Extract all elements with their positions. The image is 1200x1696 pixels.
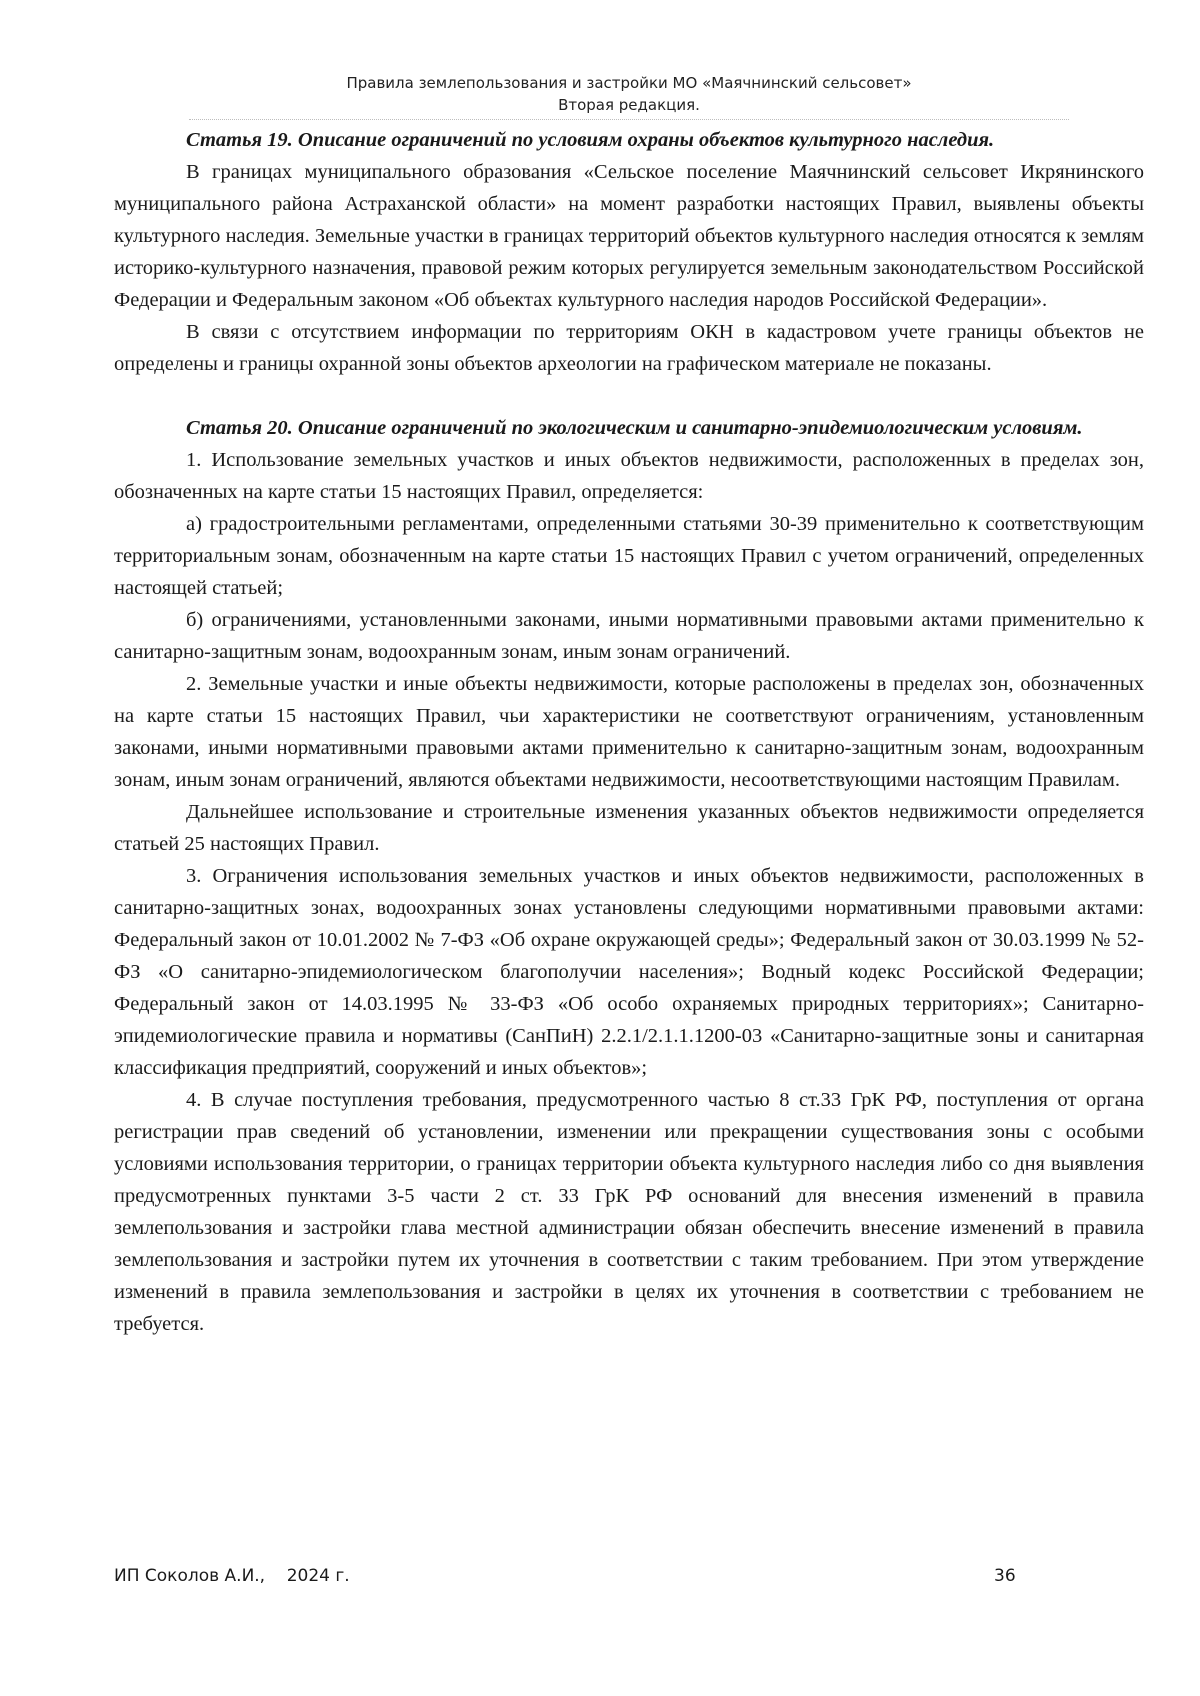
section-gap (114, 380, 1144, 412)
paragraph: 2. Земельные участки и иные объекты недвижимости, которые расположены в пределах зон, обозначенных на карте статьи 15 настоящих Правил, чьи характеристики не соответствуют ограничениям, установленным законами, иными нормативными правовыми актами применительно к санитарно-защитным зонам, водоохранным зонам, иным зонам ограничений, являются объектами недвижимости, несоответствующими настоящим Правилам. (114, 673, 1144, 791)
footer-author: ИП Соколов А.И., 2024 г. (114, 1566, 350, 1586)
paragraph: В границах муниципального образования «Сельское поселение Маячнинский сельсовет Икрянинского муниципального района Астраханской области» на момент разработки настоящих Правил, выявлены объекты культурного наследия. Земельные участки в границах территорий объектов культурного наследия относятся к землям историко-культурного назначения, правовой режим которых регулируется земельным законодательством Российской Федерации и Федеральным законом «Об объектах культурного наследия народов Российской Федерации». (114, 161, 1144, 311)
page-number: 36 (994, 1566, 1016, 1586)
running-header (114, 72, 1144, 120)
document-body (114, 124, 1144, 1340)
paragraph: В связи с отсутствием информации по территориям ОКН в кадастровом учете границы объектов не определены и границы охранной зоны объектов археологии на графическом материале не показаны. (114, 321, 1144, 375)
paragraph: 3. Ограничения использования земельных участков и иных объектов недвижимости, расположенных в санитарно-защитных зонах, водоохранных зонах установлены следующими нормативными правовыми актами: Федеральный закон от 10.01.2002 № 7-ФЗ «Об охране окружающей среды»; Федеральный закон от 30.03.1999 № 52-ФЗ «О санитарно-эпидемиологическом благополучии населения»; Водный кодекс Российской Федерации; Федеральный закон от 14.03.1995 № 33-ФЗ «Об особо охраняемых природных территориях»; Санитарно-эпидемиологические правила и нормативы (СанПиН) 2.2.1/2.1.1.1200-03 «Санитарно-защитные зоны и санитарная классификация предприятий, сооружений и иных объектов»; (114, 865, 1144, 1079)
header-divider (189, 119, 1069, 120)
paragraph: Дальнейшее использование и строительные изменения указанных объектов недвижимости определяется статьей 25 настоящих Правил. (114, 801, 1144, 855)
paragraph: 1. Использование земельных участков и иных объектов недвижимости, расположенных в пределах зон, обозначенных на карте статьи 15 настоящих Правил, определяется: (114, 449, 1144, 503)
paragraph: 4. В случае поступления требования, предусмотренного частью 8 ст.33 ГрК РФ, поступления от органа регистрации прав сведений об установлении, изменении или прекращении существования зоны с особыми условиями использования территории, о границах территории объекта культурного наследия либо со дня выявления предусмотренных пунктами 3-5 части 2 ст. 33 ГрК РФ оснований для внесения изменений в правила землепользования и застройки глава местной администрации обязан обеспечить внесение изменений в правила землепользования и застройки путем их уточнения в соответствии с таким требованием. При этом утверждение изменений в правила землепользования и застройки в целях их уточнения в соответствии с требованием не требуется. (114, 1089, 1144, 1335)
article-19-title: Статья 19. Описание ограничений по условиям охраны объектов культурного наследия. (186, 129, 995, 151)
article-20-title: Статья 20. Описание ограничений по экологическим и санитарно-эпидемиологическим условиям. (186, 417, 1083, 439)
paragraph: б) ограничениями, установленными законами, иными нормативными правовыми актами применительно к санитарно-защитным зонам, водоохранным зонам, иным зонам ограничений. (114, 609, 1144, 663)
header-title: Правила землепользования и застройки МО «Маячнинский сельсовет» (346, 74, 912, 92)
header-edition: Вторая редакция. (558, 96, 700, 114)
paragraph: а) градостроительными регламентами, определенными статьями 30-39 применительно к соответствующим территориальным зонам, обозначенным на карте статьи 15 настоящих Правил с учетом ограничений, определенных настоящей статьей; (114, 513, 1144, 599)
